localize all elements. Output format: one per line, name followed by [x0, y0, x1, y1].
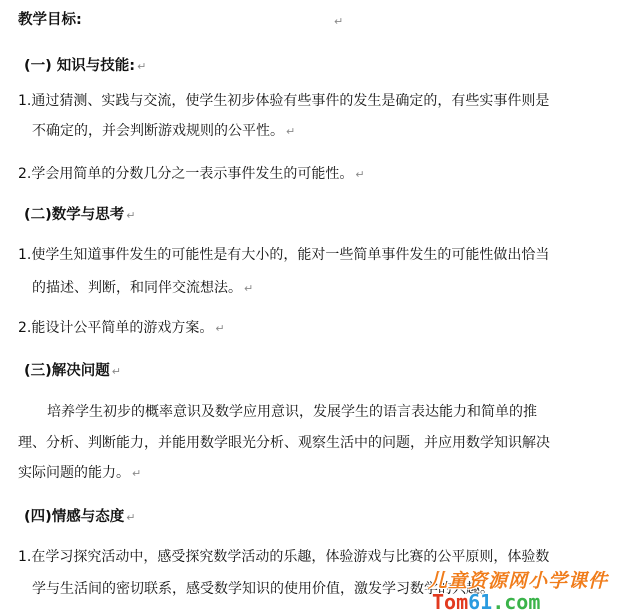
paragraph-line: [47, 403, 537, 421]
list-item-text: 2.能设计公平简单的游戏方案。: [18, 320, 214, 336]
doc-title-text: 教学目标:: [18, 12, 82, 28]
paragraph-mark: ↵: [244, 282, 254, 295]
list-item-continuation: [32, 580, 494, 598]
list-item: [18, 548, 549, 566]
section-heading-text: (一) 知识与技能:: [24, 58, 136, 74]
section-heading-4: [24, 508, 135, 527]
paragraph-mark: ↵: [126, 511, 136, 524]
list-item: [18, 246, 549, 264]
section-heading-text: (三)解决问题: [24, 363, 110, 379]
paragraph-mark: ↵: [132, 467, 142, 480]
list-item-text: 2.学会用简单的分数几分之一表示事件发生的可能性。: [18, 166, 354, 182]
paragraph-mark: ↵: [111, 365, 121, 378]
paragraph-mark: ↵: [355, 168, 365, 181]
paragraph-mark: ↵: [215, 322, 225, 335]
section-heading-1: [24, 57, 146, 76]
paragraph-text: 培养学生初步的概率意识及数学应用意识，发展学生的语言表达能力和简单的推: [47, 404, 537, 420]
watermark-logo-part: Tom: [432, 590, 469, 614]
list-item-text: 1.在学习探究活动中，感受探究数学活动的乐趣，体验游戏与比赛的公平原则，体验数: [18, 549, 550, 565]
paragraph-mark: ↵: [334, 15, 344, 28]
paragraph-line: [18, 464, 141, 483]
paragraph-mark: ↵: [137, 60, 147, 73]
list-item-text: 的描述、判断，和同伴交流想法。: [32, 280, 242, 296]
list-item-text: 1.使学生知道事件发生的可能性是有大小的，能对一些简单事件发生的可能性做出恰当: [18, 247, 550, 263]
paragraph-mark: ↵: [126, 209, 136, 222]
watermark-logo-part: .com: [492, 590, 541, 614]
watermark-logo-part: 61: [468, 590, 493, 614]
list-item-text: 1.通过猜测、实践与交流，使学生初步体验有些事件的发生是确定的，有些实事件则是: [18, 93, 550, 109]
list-item: [18, 165, 365, 184]
list-item: [18, 319, 225, 338]
site-watermark: [428, 566, 634, 614]
paragraph-mark: ↵: [286, 125, 296, 138]
section-heading-text: (二)数学与思考: [24, 207, 125, 223]
doc-title: [18, 11, 82, 29]
section-heading-2: [24, 206, 135, 225]
list-item-text: 学与生活间的密切联系，感受数学知识的使用价值，激发学习数学的兴趣。: [32, 581, 494, 597]
paragraph-text: 理、分析、判断能力，并能用数学眼光分析、观察生活中的问题，并应用数学知识解决: [18, 435, 550, 451]
list-item-continuation: [32, 122, 295, 141]
list-item-continuation: [32, 279, 253, 298]
watermark-title: 儿童资源网小学课件: [428, 570, 609, 592]
list-item: [18, 92, 549, 110]
paragraph-text: 实际问题的能力。: [18, 465, 130, 481]
paragraph-line: [18, 434, 550, 452]
section-heading-text: (四)情感与态度: [24, 509, 125, 525]
list-item-text: 不确定的，并会判断游戏规则的公平性。: [32, 123, 284, 139]
watermark-logo: [432, 590, 540, 614]
section-heading-3: [24, 362, 121, 381]
